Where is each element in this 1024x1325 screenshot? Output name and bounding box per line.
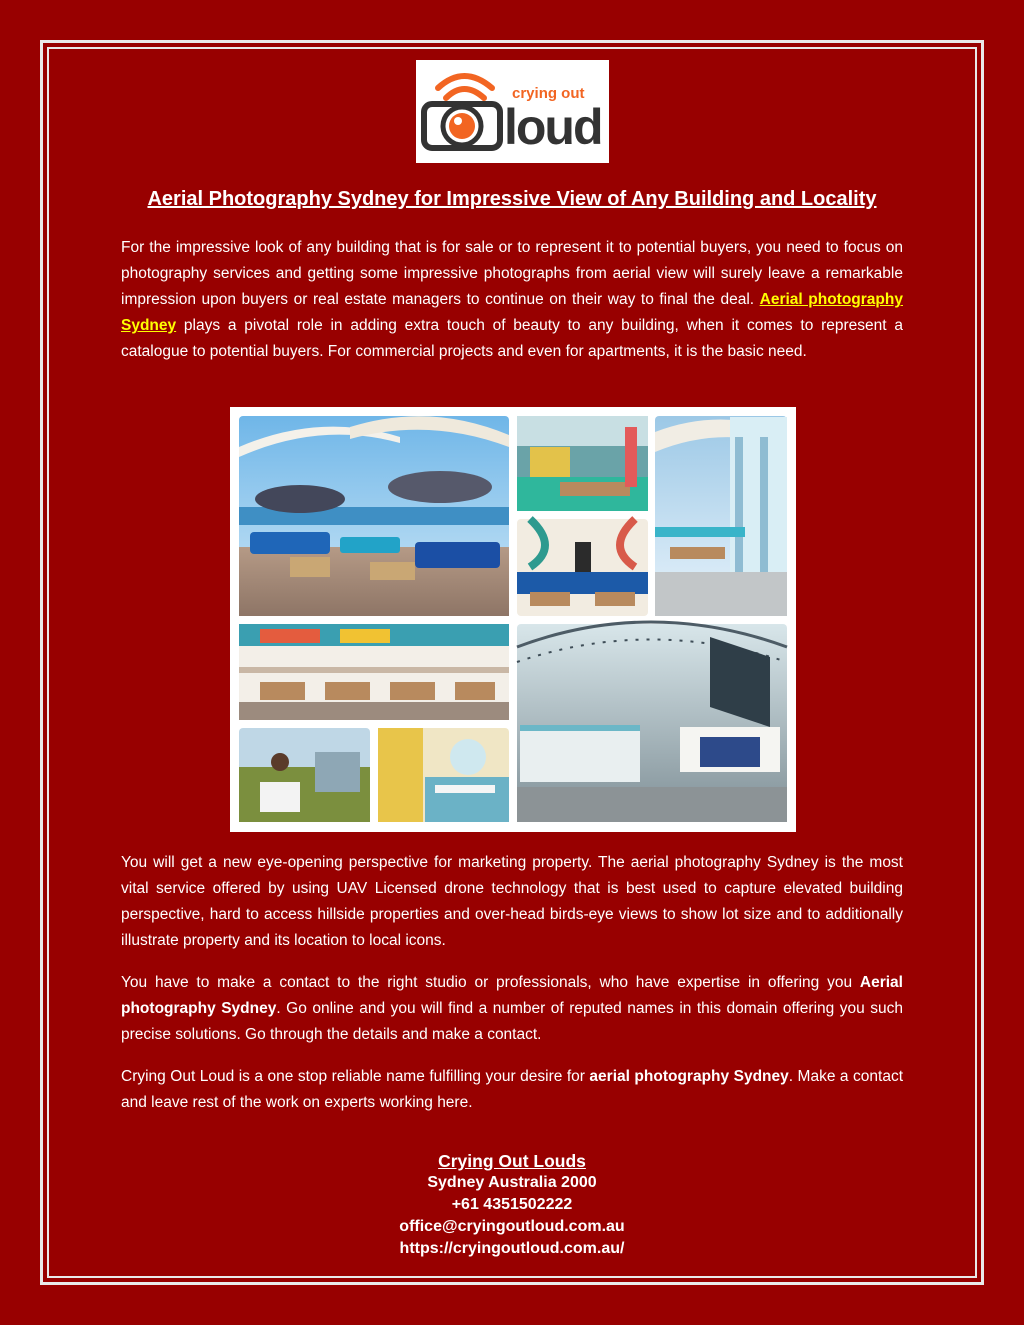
footer-address: Sydney Australia 2000 xyxy=(427,1174,597,1191)
restaurant-photo-collage xyxy=(230,407,796,832)
footer-phone[interactable]: +61 4351502222 xyxy=(451,1196,573,1213)
intro-text-end: plays a pivotal role in adding extra touch of beauty to any building, when it comes to represent a catalogue to potential buyers. For commercial projects and even for apartments, it is the basic need. xyxy=(121,317,903,360)
company-text-end: . Make a contact and leave rest of the work on experts working here. xyxy=(121,1068,904,1111)
logo-big-text: loud xyxy=(504,99,602,155)
aerial-photography-link[interactable]: Aerial photography Sydney xyxy=(121,291,903,334)
contact-studio-paragraph xyxy=(121,970,903,1048)
crying-out-loud-logo xyxy=(416,60,609,163)
footer-company-name: Crying Out Louds xyxy=(438,1151,586,1171)
photo-yellow-wall-bar xyxy=(378,728,509,822)
photo-terrace-shade xyxy=(655,416,787,616)
footer-email[interactable]: office@cryingoutloud.com.au xyxy=(399,1218,625,1235)
company-bold-keyword: aerial photography Sydney xyxy=(589,1068,789,1085)
perspective-paragraph: You will get a new eye-opening perspective for marketing property. The aerial photography Sydney is the most vital service offered by using UAV Licensed drone technology that is best used to capture elevated building perspective, hard to access hillside properties and over-head birds-eye views to show lot size and to additionally illustrate property and its location to local icons. xyxy=(121,854,903,949)
company-paragraph xyxy=(121,1064,903,1116)
page-title: Aerial Photography Sydney for Impressive View of Any Building and Locality xyxy=(147,188,877,210)
logo-small-text: crying out xyxy=(512,85,585,102)
intro-text-start: For the impressive look of any building that is for sale or to represent it to potential buyers, you need to focus on photography services and getting some impressive photographs from aerial view will surely leave a remarkable impression upon buyers or real estate managers to continue on their way to final the deal. xyxy=(121,239,903,308)
contact-text-end: . Go online and you will find a number of reputed names in this domain offering you such precise solutions. Go through the details and make a contact. xyxy=(121,1000,904,1043)
company-text-start: Crying Out Loud is a one stop reliable name fulfilling your desire for xyxy=(121,1068,590,1085)
intro-paragraph xyxy=(121,235,903,365)
photo-beach-terrace xyxy=(239,416,509,616)
contact-text-start: You have to make a contact to the right studio or professionals, who have expertise in offering you xyxy=(121,974,860,991)
contact-bold-keyword: Aerial photography Sydney xyxy=(121,974,903,1017)
photo-green-bar xyxy=(517,416,648,511)
photo-dining-hall xyxy=(239,624,509,720)
photo-fireplace-lounge xyxy=(517,519,648,616)
photo-garden-deck xyxy=(239,728,370,822)
footer-website[interactable]: https://cryingoutloud.com.au/ xyxy=(399,1240,625,1257)
photo-curved-bar-interior xyxy=(517,622,787,822)
footer-contact xyxy=(60,1150,964,1260)
